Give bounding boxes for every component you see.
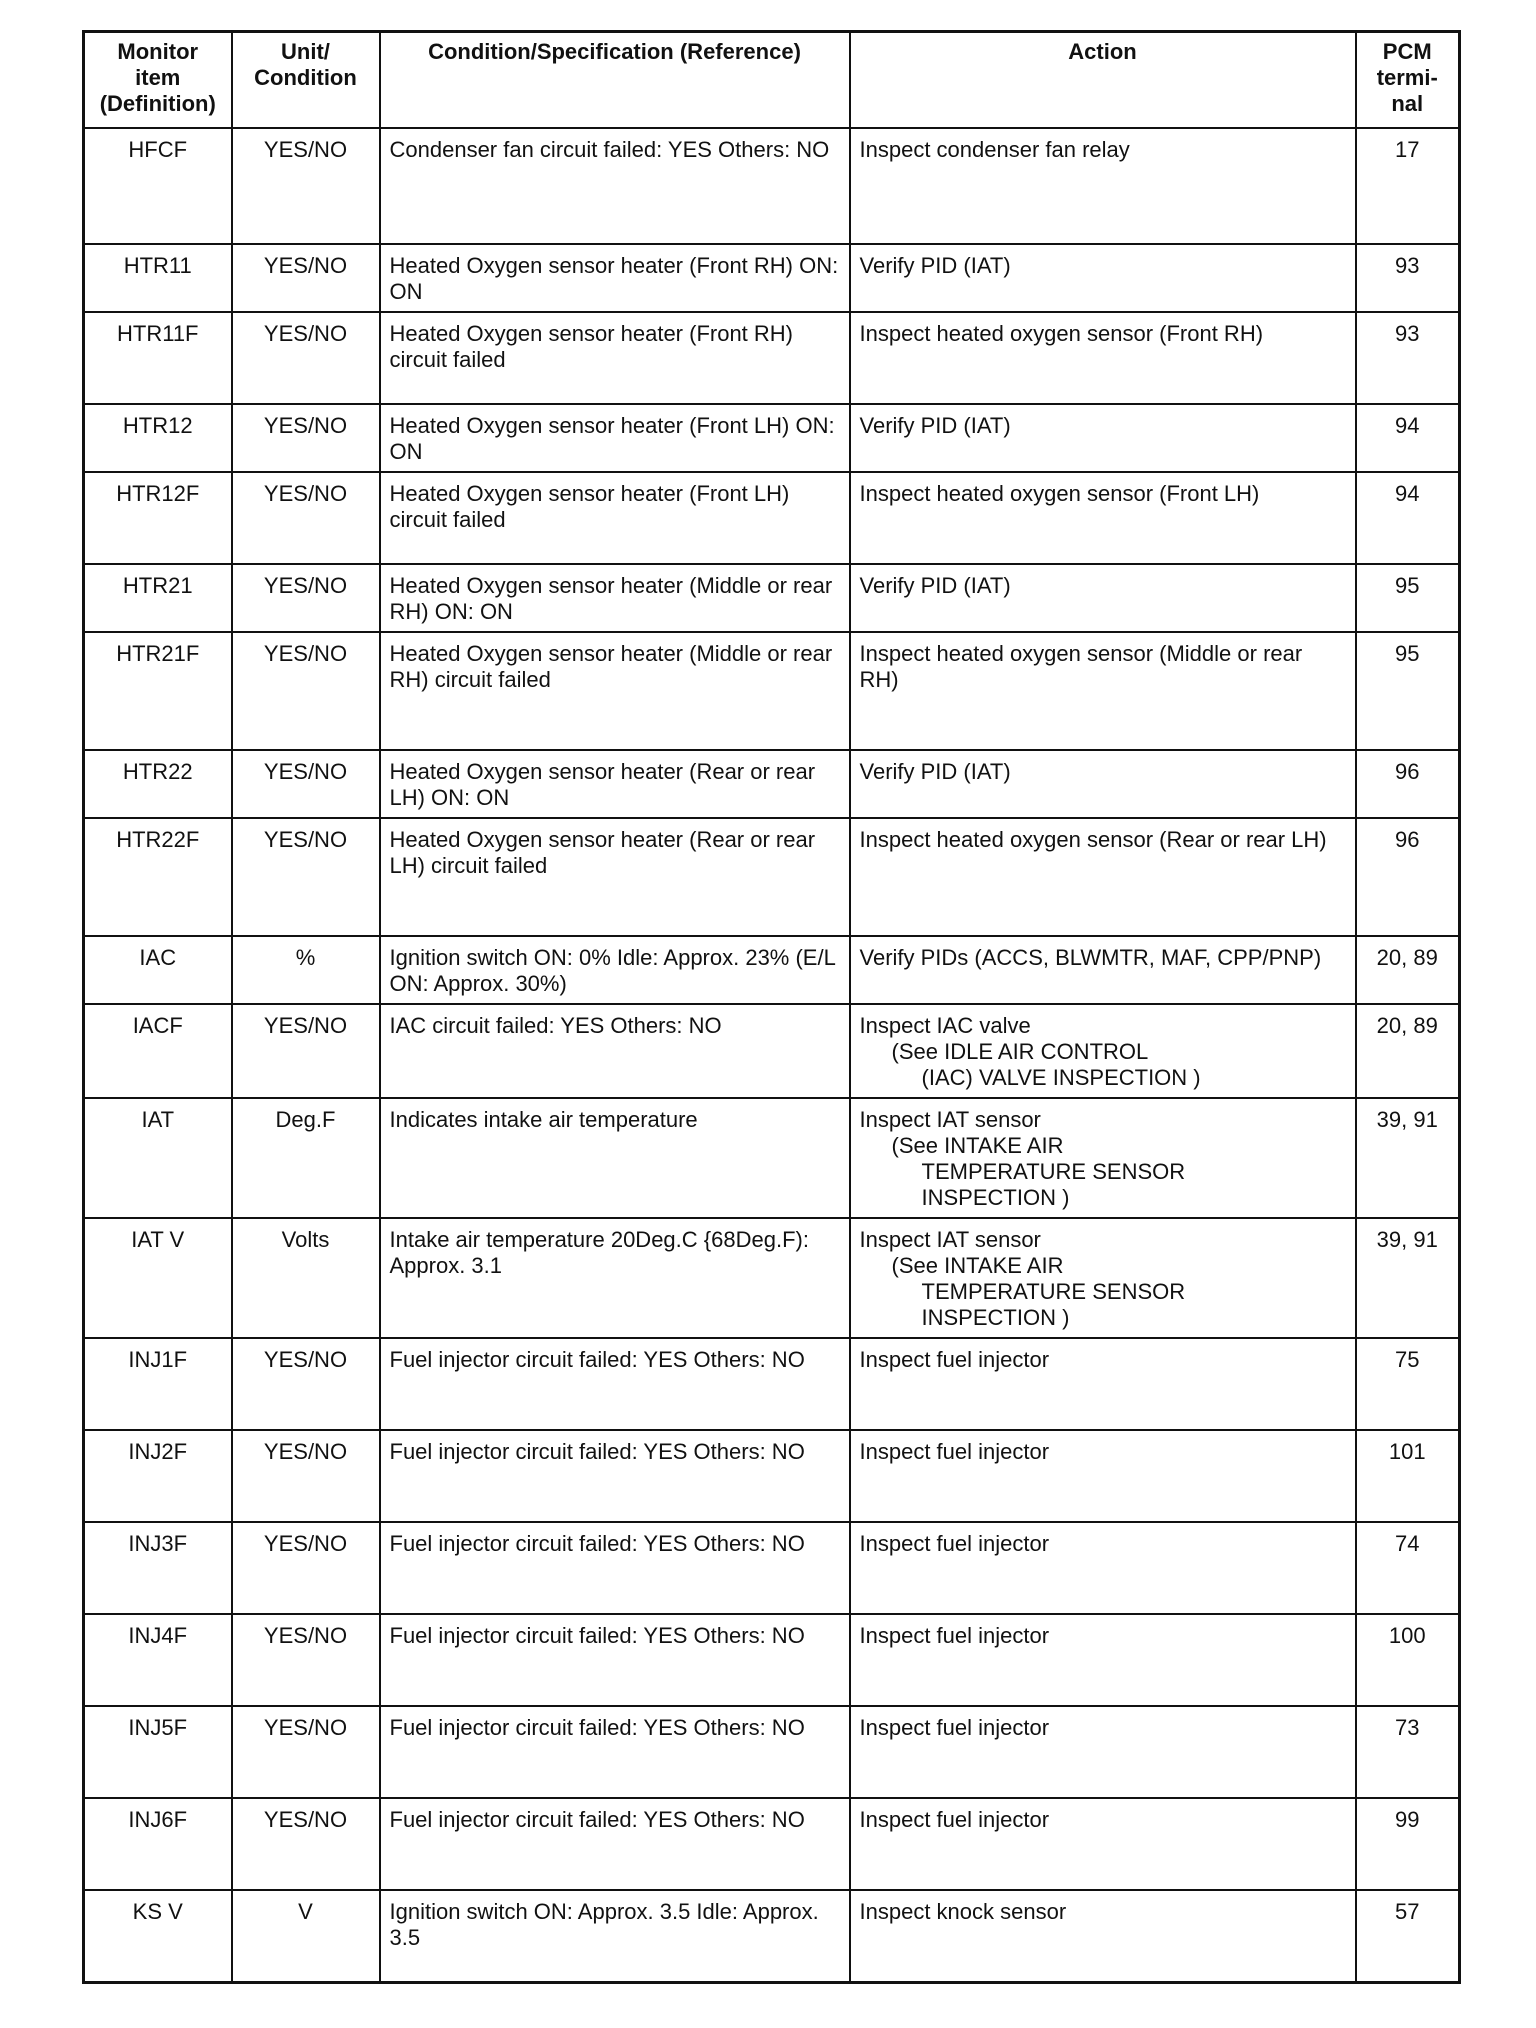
see-reference-line: (See INTAKE AIR <box>891 1133 1064 1158</box>
unit-cell: YES/NO <box>232 472 380 564</box>
see-reference <box>860 1039 1346 1091</box>
condition-cell: Heated Oxygen sensor heater (Front LH) ON: ON <box>380 404 850 472</box>
header-pcm: PCM termi- nal <box>1356 32 1460 129</box>
action-text: Verify PID (IAT) <box>859 253 1011 278</box>
unit-cell: YES/NO <box>232 564 380 632</box>
pcm-terminal-cell: 93 <box>1356 312 1460 404</box>
pcm-terminal-cell: 95 <box>1356 564 1460 632</box>
action-text: Inspect fuel injector <box>859 1347 1050 1372</box>
monitor-item-cell: INJ4F <box>84 1614 232 1706</box>
header-condition: Condition/Specification (Reference) <box>380 32 850 129</box>
condition-cell: Fuel injector circuit failed: YES Others: NO <box>380 1614 850 1706</box>
condition-cell: Intake air temperature 20Deg.C {68Deg.F): Approx. 3.1 <box>380 1218 850 1338</box>
unit-cell: YES/NO <box>232 1430 380 1522</box>
table-row <box>84 1522 1460 1614</box>
header-unit: Unit/ Condition <box>232 32 380 129</box>
unit-cell: Volts <box>232 1218 380 1338</box>
action-cell <box>850 1890 1356 1982</box>
action-cell <box>850 1706 1356 1798</box>
action-cell <box>850 1614 1356 1706</box>
monitor-item-cell: INJ5F <box>84 1706 232 1798</box>
condition-cell: IAC circuit failed: YES Others: NO <box>380 1004 850 1098</box>
unit-cell: YES/NO <box>232 750 380 818</box>
condition-cell: Indicates intake air temperature <box>380 1098 850 1218</box>
action-text: Verify PID (IAT) <box>859 573 1011 598</box>
see-reference <box>860 1253 1346 1331</box>
unit-cell: YES/NO <box>232 1614 380 1706</box>
action-cell <box>850 472 1356 564</box>
pcm-terminal-cell: 17 <box>1356 128 1460 244</box>
action-text: Inspect condenser fan relay <box>859 137 1130 162</box>
condition-cell: Heated Oxygen sensor heater (Front RH) ON: ON <box>380 244 850 312</box>
monitor-item-cell: IAT <box>84 1098 232 1218</box>
table-row <box>84 632 1460 750</box>
unit-cell: YES/NO <box>232 1522 380 1614</box>
action-cell <box>850 1338 1356 1430</box>
see-reference-line: INSPECTION ) <box>921 1305 1070 1330</box>
monitor-item-cell: INJ6F <box>84 1798 232 1890</box>
action-text: Inspect heated oxygen sensor (Front LH) <box>859 481 1260 506</box>
action-cell <box>850 1004 1356 1098</box>
action-text: Inspect fuel injector <box>859 1623 1050 1648</box>
table-row <box>84 818 1460 936</box>
pcm-terminal-cell: 20, 89 <box>1356 936 1460 1004</box>
table-row <box>84 750 1460 818</box>
action-cell <box>850 128 1356 244</box>
table-row <box>84 936 1460 1004</box>
monitor-item-cell: IACF <box>84 1004 232 1098</box>
header-row <box>84 32 1460 129</box>
monitor-item-cell: KS V <box>84 1890 232 1982</box>
table-row <box>84 1890 1460 1982</box>
condition-cell: Ignition switch ON: Approx. 3.5 Idle: Approx. 3.5 <box>380 1890 850 1982</box>
table-row <box>84 312 1460 404</box>
action-cell <box>850 1098 1356 1218</box>
condition-cell: Ignition switch ON: 0% Idle: Approx. 23% (E/L ON: Approx. 30%) <box>380 936 850 1004</box>
action-text: Inspect fuel injector <box>859 1715 1050 1740</box>
condition-cell: Condenser fan circuit failed: YES Others: NO <box>380 128 850 244</box>
action-text: Inspect fuel injector <box>859 1531 1050 1556</box>
unit-cell: YES/NO <box>232 404 380 472</box>
table-row <box>84 1338 1460 1430</box>
unit-cell: YES/NO <box>232 312 380 404</box>
pcm-terminal-cell: 73 <box>1356 1706 1460 1798</box>
see-reference-line: (IAC) VALVE INSPECTION ) <box>921 1065 1201 1090</box>
pcm-terminal-cell: 20, 89 <box>1356 1004 1460 1098</box>
monitor-item-cell: HTR22 <box>84 750 232 818</box>
action-text: Verify PID (IAT) <box>859 413 1011 438</box>
condition-cell: Fuel injector circuit failed: YES Others: NO <box>380 1338 850 1430</box>
action-text: Inspect IAT sensor <box>859 1107 1041 1132</box>
table-body <box>84 128 1460 1982</box>
table-row <box>84 128 1460 244</box>
action-text: Inspect knock sensor <box>859 1899 1067 1924</box>
pcm-terminal-cell: 100 <box>1356 1614 1460 1706</box>
monitor-item-cell: HFCF <box>84 128 232 244</box>
action-cell <box>850 312 1356 404</box>
pcm-terminal-cell: 39, 91 <box>1356 1218 1460 1338</box>
table-row <box>84 404 1460 472</box>
action-text: Verify PIDs (ACCS, BLWMTR, MAF, CPP/PNP) <box>859 945 1322 970</box>
monitor-item-cell: IAT V <box>84 1218 232 1338</box>
action-text: Inspect fuel injector <box>859 1439 1050 1464</box>
unit-cell: YES/NO <box>232 1338 380 1430</box>
table-row <box>84 1430 1460 1522</box>
see-reference-line: TEMPERATURE SENSOR <box>921 1279 1186 1304</box>
action-cell <box>850 404 1356 472</box>
action-cell <box>850 1798 1356 1890</box>
action-cell <box>850 818 1356 936</box>
pcm-terminal-cell: 101 <box>1356 1430 1460 1522</box>
monitor-spec-table <box>82 30 1461 1984</box>
pcm-terminal-cell: 94 <box>1356 404 1460 472</box>
table-row <box>84 472 1460 564</box>
monitor-item-cell: HTR21F <box>84 632 232 750</box>
unit-cell: YES/NO <box>232 1004 380 1098</box>
action-cell <box>850 564 1356 632</box>
pcm-terminal-cell: 96 <box>1356 750 1460 818</box>
pcm-terminal-cell: 94 <box>1356 472 1460 564</box>
table-row <box>84 1218 1460 1338</box>
unit-cell: YES/NO <box>232 1706 380 1798</box>
pcm-terminal-cell: 95 <box>1356 632 1460 750</box>
action-text: Inspect heated oxygen sensor (Front RH) <box>859 321 1264 346</box>
table-row <box>84 1614 1460 1706</box>
action-text: Inspect IAC valve <box>859 1013 1031 1038</box>
monitor-item-cell: HTR22F <box>84 818 232 936</box>
condition-cell: Fuel injector circuit failed: YES Others: NO <box>380 1798 850 1890</box>
see-reference-line: INSPECTION ) <box>921 1185 1070 1210</box>
unit-cell: YES/NO <box>232 818 380 936</box>
table-row <box>84 1798 1460 1890</box>
unit-cell: Deg.F <box>232 1098 380 1218</box>
header-monitor: Monitor item (Definition) <box>84 32 232 129</box>
condition-cell: Fuel injector circuit failed: YES Others: NO <box>380 1706 850 1798</box>
unit-cell: YES/NO <box>232 128 380 244</box>
unit-cell: V <box>232 1890 380 1982</box>
spec-sheet <box>82 30 1458 1984</box>
unit-cell: YES/NO <box>232 1798 380 1890</box>
action-cell <box>850 244 1356 312</box>
action-cell <box>850 632 1356 750</box>
monitor-item-cell: HTR11 <box>84 244 232 312</box>
action-cell <box>850 936 1356 1004</box>
monitor-item-cell: HTR12F <box>84 472 232 564</box>
condition-cell: Heated Oxygen sensor heater (Middle or rear RH) ON: ON <box>380 564 850 632</box>
action-text: Inspect heated oxygen sensor (Rear or rear LH) <box>859 827 1327 852</box>
pcm-terminal-cell: 93 <box>1356 244 1460 312</box>
see-reference-line: TEMPERATURE SENSOR <box>921 1159 1186 1184</box>
action-text: Inspect IAT sensor <box>859 1227 1041 1252</box>
table-row <box>84 1004 1460 1098</box>
condition-cell: Heated Oxygen sensor heater (Middle or rear RH) circuit failed <box>380 632 850 750</box>
monitor-item-cell: INJ2F <box>84 1430 232 1522</box>
action-cell <box>850 1522 1356 1614</box>
action-cell <box>850 1218 1356 1338</box>
monitor-item-cell: IAC <box>84 936 232 1004</box>
table-row <box>84 244 1460 312</box>
header-action: Action <box>850 32 1356 129</box>
action-text: Verify PID (IAT) <box>859 759 1011 784</box>
pcm-terminal-cell: 74 <box>1356 1522 1460 1614</box>
condition-cell: Heated Oxygen sensor heater (Rear or rear LH) circuit failed <box>380 818 850 936</box>
unit-cell: YES/NO <box>232 244 380 312</box>
monitor-item-cell: HTR11F <box>84 312 232 404</box>
monitor-item-cell: INJ3F <box>84 1522 232 1614</box>
table-row <box>84 564 1460 632</box>
pcm-terminal-cell: 96 <box>1356 818 1460 936</box>
action-cell <box>850 1430 1356 1522</box>
pcm-terminal-cell: 75 <box>1356 1338 1460 1430</box>
see-reference <box>860 1133 1346 1211</box>
condition-cell: Heated Oxygen sensor heater (Rear or rear LH) ON: ON <box>380 750 850 818</box>
condition-cell: Fuel injector circuit failed: YES Others: NO <box>380 1430 850 1522</box>
action-text: Inspect heated oxygen sensor (Middle or rear RH) <box>859 641 1303 692</box>
monitor-item-cell: HTR21 <box>84 564 232 632</box>
table-row <box>84 1706 1460 1798</box>
condition-cell: Heated Oxygen sensor heater (Front RH) circuit failed <box>380 312 850 404</box>
see-reference-line: (See IDLE AIR CONTROL <box>891 1039 1149 1064</box>
unit-cell: % <box>232 936 380 1004</box>
condition-cell: Heated Oxygen sensor heater (Front LH) circuit failed <box>380 472 850 564</box>
table-row <box>84 1098 1460 1218</box>
monitor-item-cell: HTR12 <box>84 404 232 472</box>
see-reference-line: (See INTAKE AIR <box>891 1253 1064 1278</box>
unit-cell: YES/NO <box>232 632 380 750</box>
action-cell <box>850 750 1356 818</box>
condition-cell: Fuel injector circuit failed: YES Others: NO <box>380 1522 850 1614</box>
pcm-terminal-cell: 99 <box>1356 1798 1460 1890</box>
pcm-terminal-cell: 39, 91 <box>1356 1098 1460 1218</box>
pcm-terminal-cell: 57 <box>1356 1890 1460 1982</box>
monitor-item-cell: INJ1F <box>84 1338 232 1430</box>
action-text: Inspect fuel injector <box>859 1807 1050 1832</box>
